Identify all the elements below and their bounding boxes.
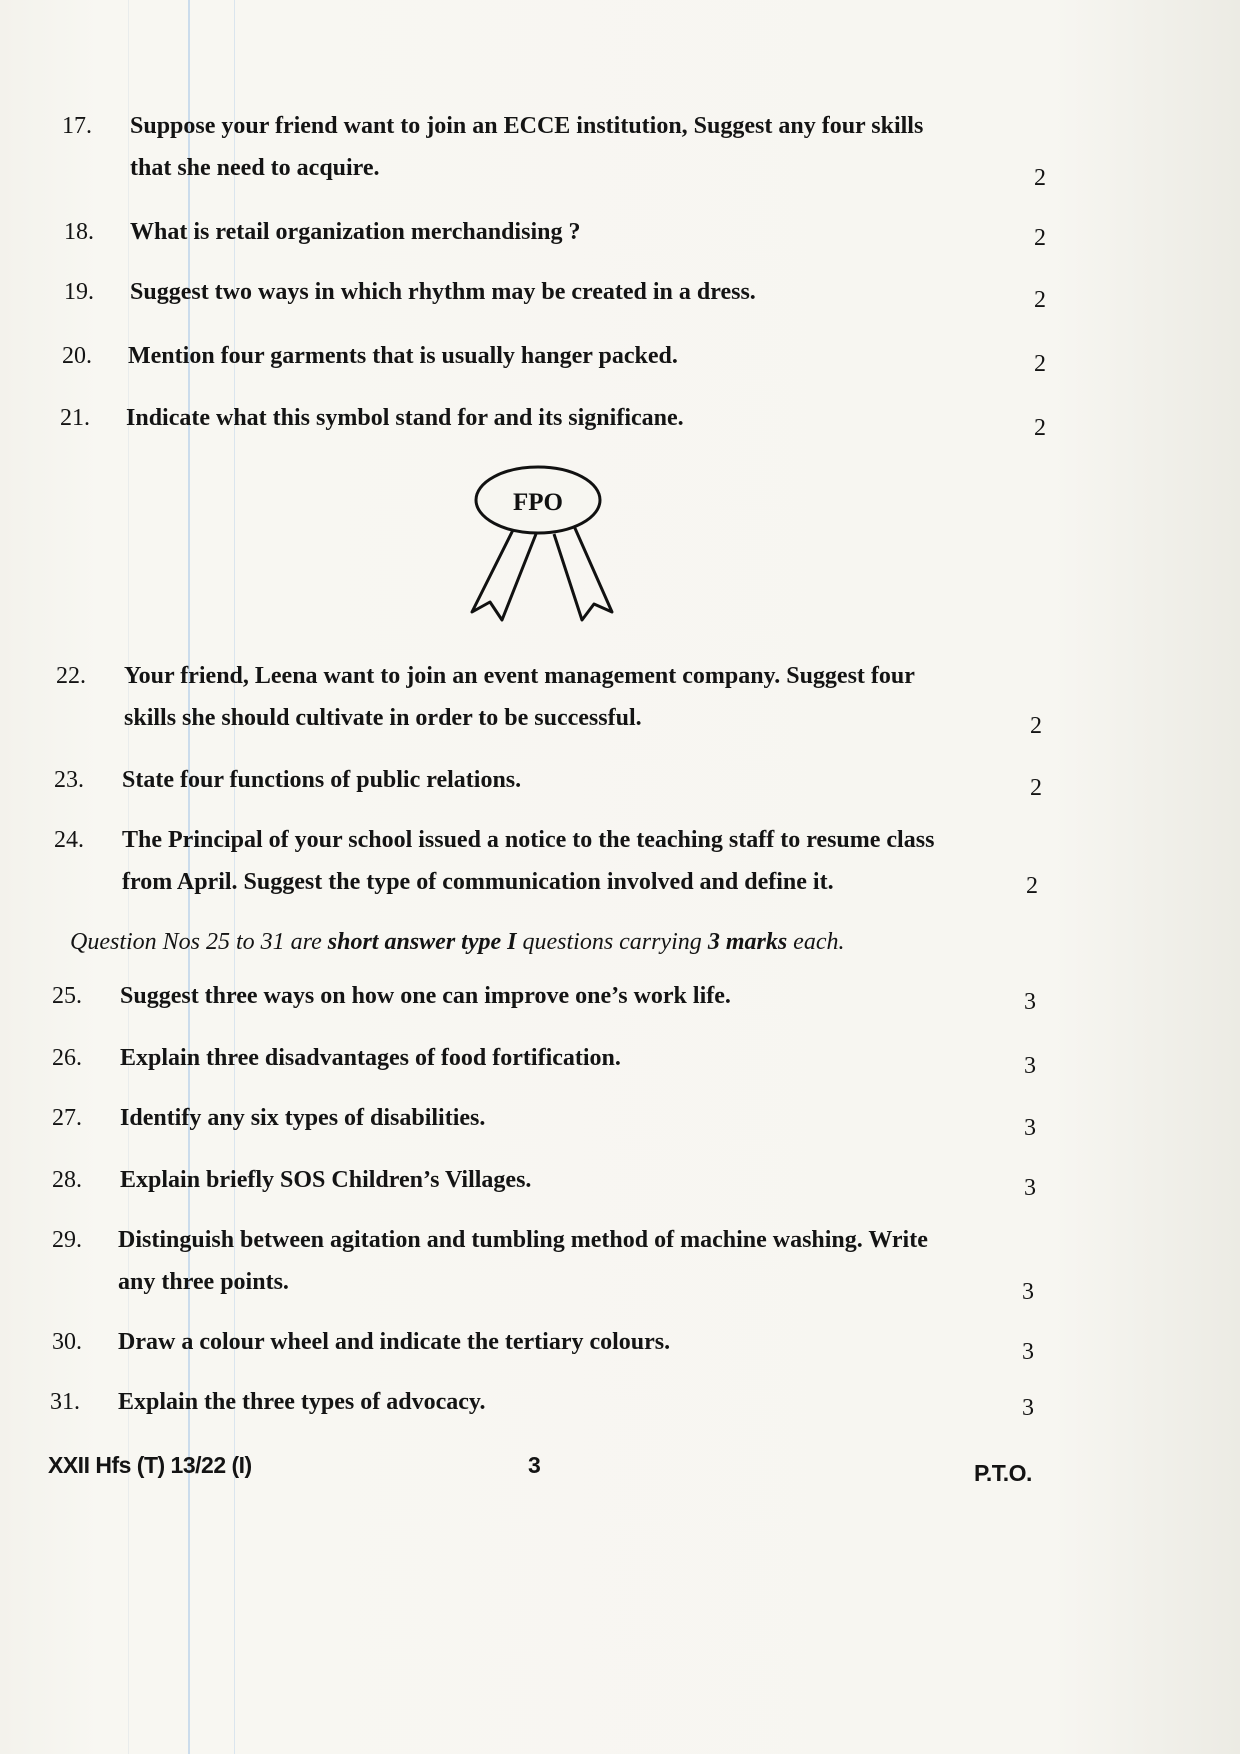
question-mark: 3 [1024,989,1036,1015]
question-number: 17. [62,113,92,139]
question-24 [54,820,1054,900]
question-number: 23. [54,767,84,793]
please-turn-over: P.T.O. [974,1460,1032,1486]
question-30 [52,1322,1052,1365]
instruction-emphasis: short answer type I [327,929,517,955]
question-text-line: Suggest three ways on how one can improve one’s work life. [120,983,731,1009]
question-number: 22. [56,663,86,689]
question-number: 30. [52,1329,82,1355]
question-text-line: Mention four garments that is usually hanger packed. [128,343,678,369]
question-number: 27. [52,1105,82,1131]
question-mark: 2 [1034,351,1046,377]
question-20 [62,336,1062,376]
question-21 [60,398,1060,441]
symbol-label: FPO [513,489,563,516]
question-text-line: skills she should cultivate in order to be successful. [124,705,642,731]
question-mark: 2 [1034,287,1046,313]
question-28 [52,1160,1052,1200]
question-19 [64,272,1064,312]
question-text-line: What is retail organization merchandising ? [130,219,581,245]
question-text-line: State four functions of public relations. [122,767,522,793]
instruction-text: questions carrying [516,929,708,955]
question-text-line: Suggest two ways in which rhythm may be created in a dress. [130,279,756,305]
question-mark: 3 [1024,1175,1036,1201]
instruction-text: each. [787,929,845,955]
question-23 [54,760,1054,800]
page-number: 3 [528,1452,541,1478]
question-number: 25. [52,983,82,1009]
question-number: 20. [62,343,92,369]
paper-code: XXII Hfs (T) 13/22 (I) [48,1452,252,1478]
question-27 [52,1098,1052,1141]
question-17 [62,106,1062,191]
question-mark: 3 [1022,1395,1034,1421]
question-mark: 3 [1024,1115,1036,1141]
question-22 [56,656,1056,739]
question-text-line: from April. Suggest the type of communication involved and define it. [122,869,834,895]
question-mark: 3 [1022,1339,1034,1365]
ribbon-badge-icon [470,462,620,622]
question-number: 19. [64,279,94,305]
question-text-line: that she need to acquire. [130,155,380,181]
question-mark: 2 [1026,873,1038,899]
question-18 [64,212,1064,252]
question-26 [52,1038,1052,1078]
question-31 [50,1382,1050,1422]
question-number: 28. [52,1167,82,1193]
question-text-line: any three points. [118,1269,289,1295]
question-number: 24. [54,827,84,853]
instruction-text: Question Nos 25 to 31 are [70,929,328,955]
question-mark: 3 [1024,1053,1036,1079]
fpo-symbol [470,462,620,622]
question-text-line: Your friend, Leena want to join an event management company. Suggest four [124,663,915,689]
question-number: 26. [52,1045,82,1071]
question-number: 29. [52,1227,82,1253]
question-text-line: The Principal of your school issued a notice to the teaching staff to resume class [122,827,935,853]
question-text-line: Draw a colour wheel and indicate the tertiary colours. [118,1329,671,1355]
question-29 [52,1220,1052,1305]
question-number: 21. [60,405,90,431]
question-mark: 2 [1030,775,1042,801]
question-text-line: Indicate what this symbol stand for and its significane. [126,405,684,431]
question-text-line: Identify any six types of disabilities. [120,1105,486,1131]
question-mark: 2 [1034,225,1046,251]
question-number: 18. [64,219,94,245]
question-text-line: Explain the three types of advocacy. [118,1389,486,1415]
question-text-line: Suppose your friend want to join an ECCE institution, Suggest any four skills [130,113,924,139]
question-mark: 3 [1022,1279,1034,1305]
question-number: 31. [50,1389,80,1415]
question-mark: 2 [1030,713,1042,739]
question-text-line: Distinguish between agitation and tumbling method of machine washing. Write [118,1227,928,1253]
instruction-emphasis: 3 marks [707,929,788,955]
question-text-line: Explain briefly SOS Children’s Villages. [120,1167,532,1193]
question-mark: 2 [1034,415,1046,441]
question-mark: 2 [1034,165,1046,191]
section-instruction [70,922,844,962]
question-text-line: Explain three disadvantages of food fortification. [120,1045,621,1071]
question-25 [52,976,1052,1016]
